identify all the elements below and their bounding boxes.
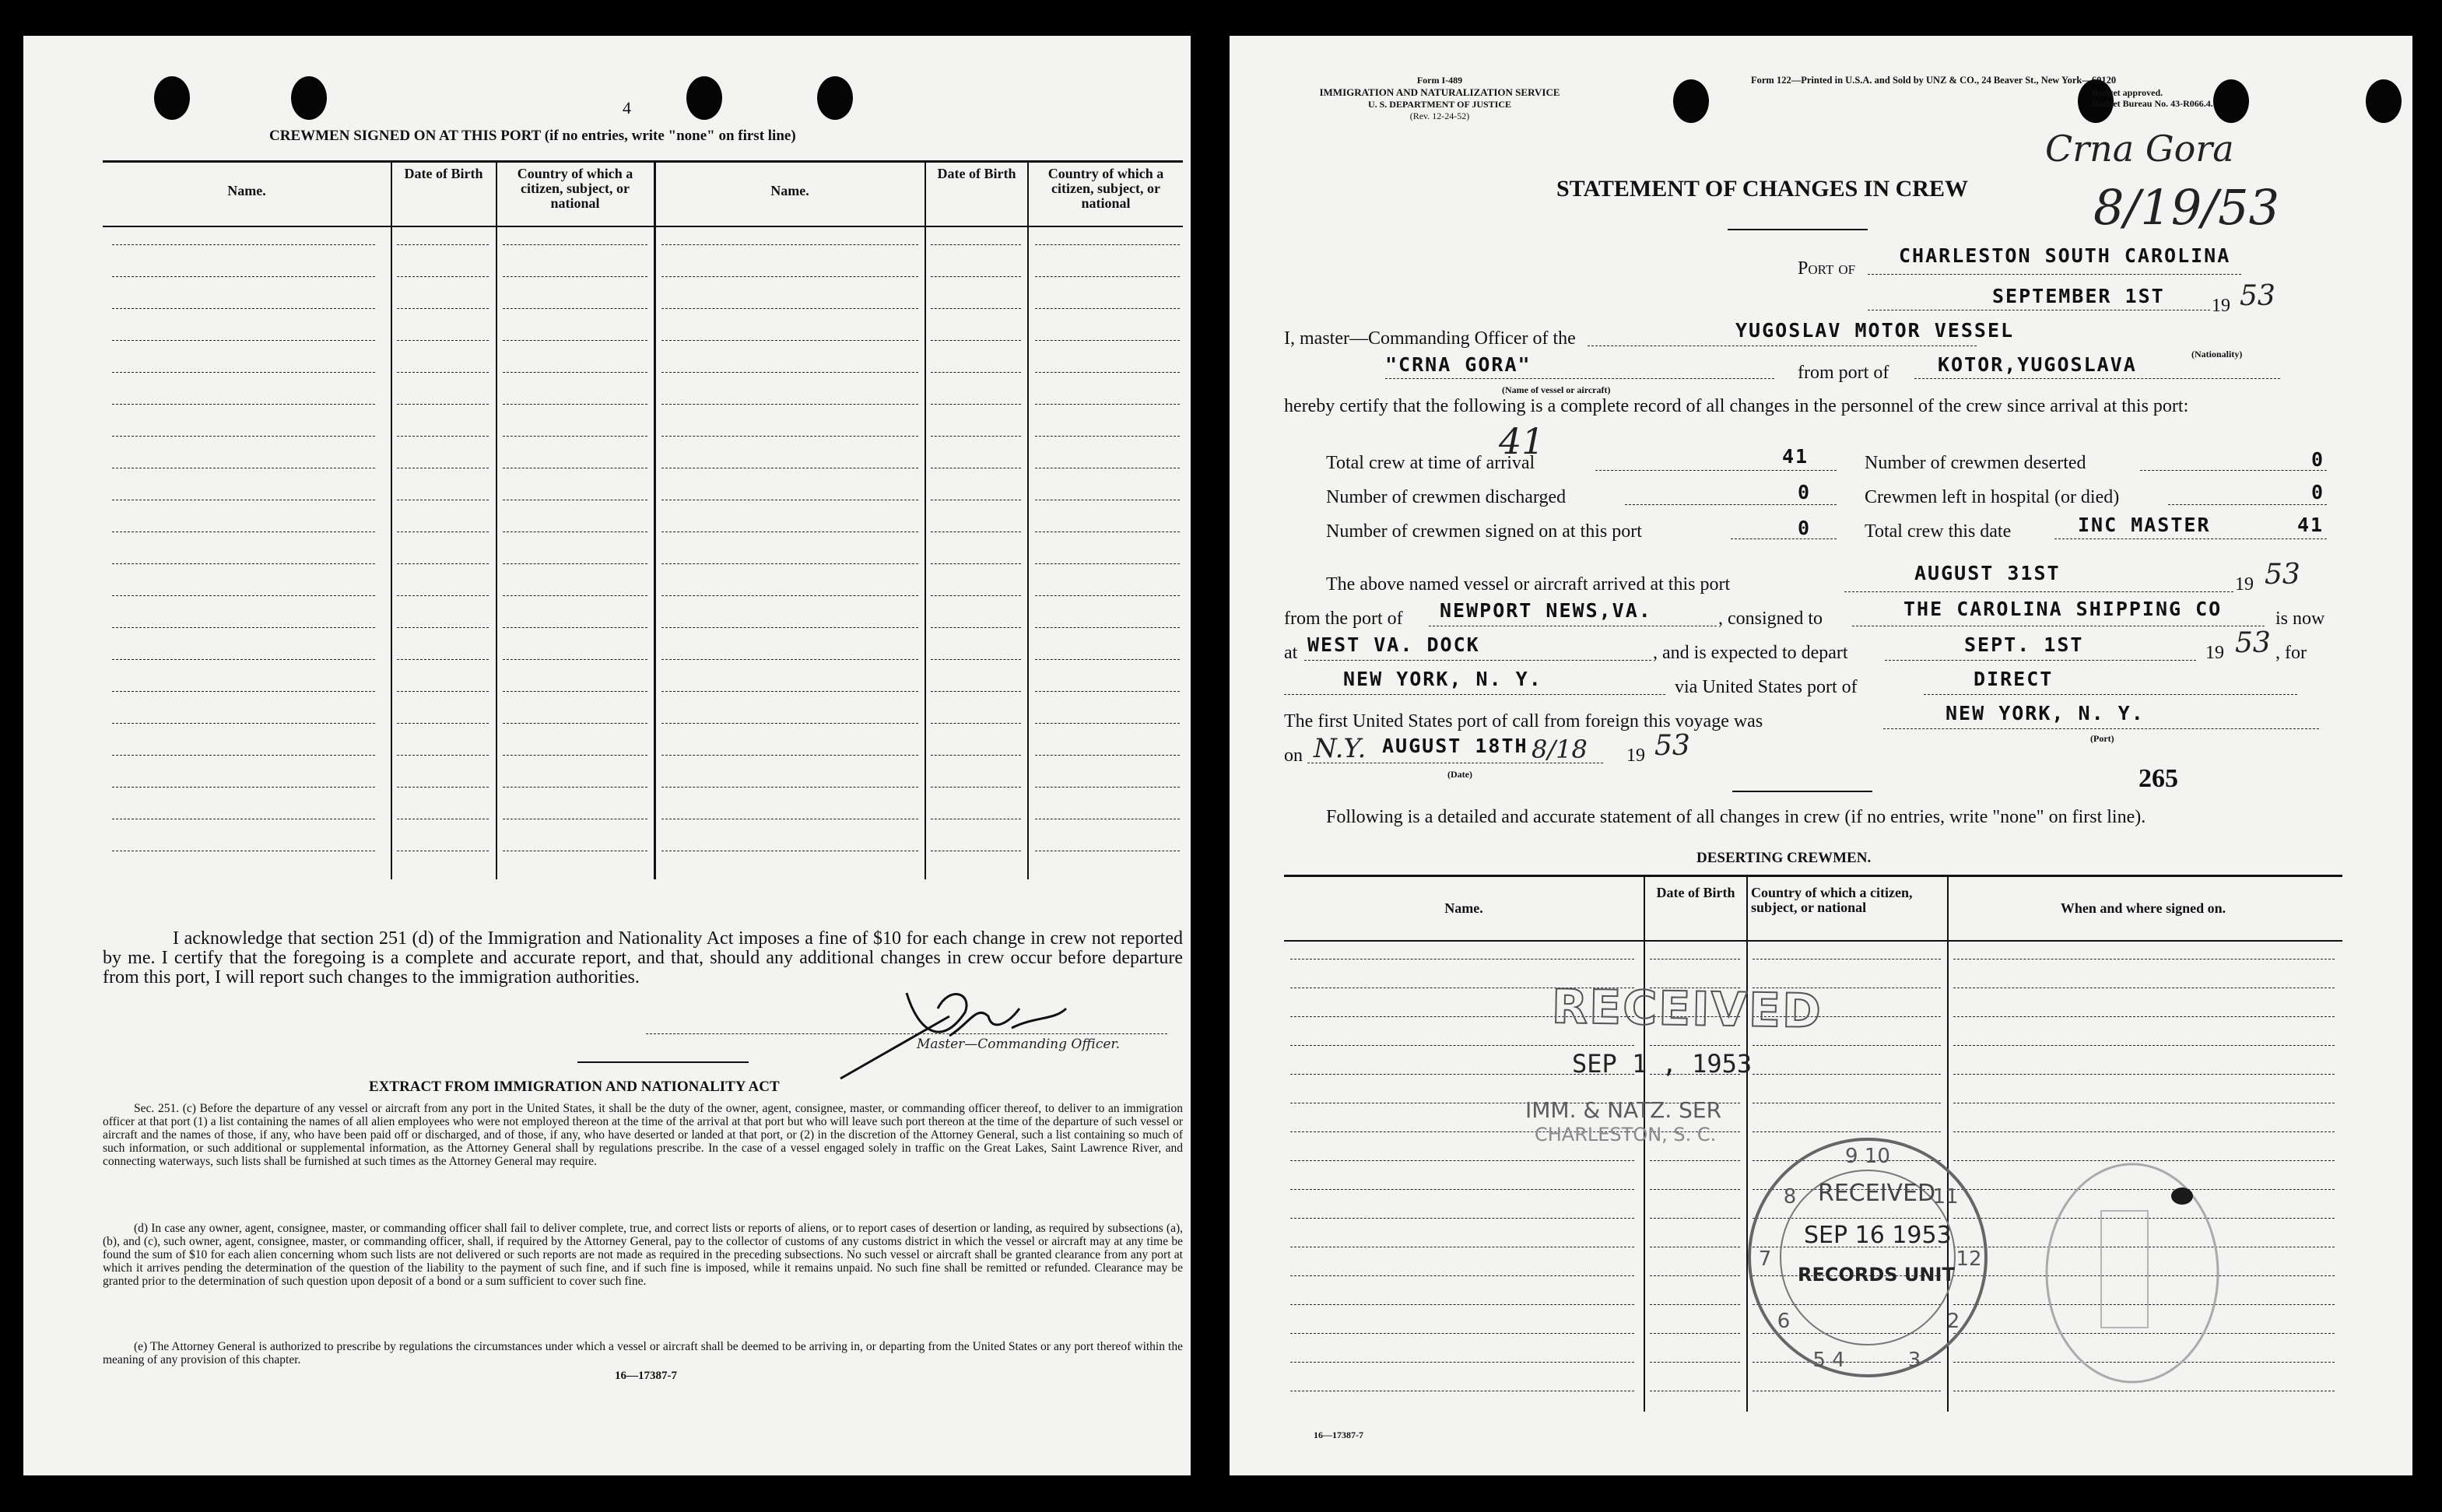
table-row-rule [931,595,1021,596]
table-row-rule [1650,1218,1740,1219]
table-row-rule [397,659,489,660]
svg-text:2: 2 [1946,1310,1960,1333]
table-row-rule [1035,691,1180,692]
table-row-rule [397,627,489,628]
table-row-rule [661,404,918,405]
table-row-rule [503,244,647,245]
received-stamp-office: IMM. & NATZ. SER [1525,1097,1722,1123]
left-page [23,36,1191,1475]
svg-text:5 4: 5 4 [1812,1349,1845,1372]
table-row-rule [1650,1275,1740,1276]
arrival-year-prefix: 19 [2235,574,2254,595]
punch-hole [1673,79,1709,123]
table-row-rule [661,691,918,692]
column-header-when-where: When and where signed on. [2060,900,2226,916]
table-row-rule [1650,1045,1740,1046]
right-page [1230,36,2412,1475]
table-row-rule [503,276,647,277]
svg-text:11: 11 [1932,1185,1959,1209]
table-row-rule [661,372,918,373]
is-now: is now [2275,609,2325,629]
table-row-rule [1035,276,1180,277]
column-header-birth: Date of Birth [404,166,483,181]
table-row-rule [1290,1045,1634,1046]
master-label: I, master—Commanding Officer of the [1284,328,1576,349]
total-arrival-value: 41 [1782,445,1809,468]
table-row-rule [503,340,647,341]
table-row-rule [1290,1333,1634,1334]
table-row-rule [661,755,918,756]
round-stamp-date: SEP 16 1953 [1804,1222,1952,1249]
arrival-label: The above named vessel or aircraft arrived at this port [1326,574,1731,595]
table-row-rule [397,595,489,596]
consigned-label: , consigned to [1718,609,1823,629]
on-year: 53 [1654,730,1690,762]
table-row-rule [931,659,1021,660]
column-header-birth: Date of Birth [937,166,1016,181]
table-row-rule [112,755,375,756]
punch-hole [686,76,722,120]
round-stamp-received: RECEIVED [1818,1180,1936,1207]
table-row-rule [1035,531,1180,532]
table-row-rule [112,436,375,437]
depart-value: SEPT. 1ST [1964,633,2084,656]
table-row-rule [503,531,647,532]
table-row-rule [661,436,918,437]
port-label: Port of [1798,258,1856,279]
table-row-rule [112,659,375,660]
master-signature [833,962,1160,1086]
table-row-rule [661,531,918,532]
punch-hole [2366,79,2402,123]
on-year-prefix: 19 [1626,745,1645,766]
records-unit-round-stamp [1743,1133,1992,1382]
svg-text:3: 3 [1907,1349,1921,1372]
table-row-rule [1753,1131,1941,1132]
handwritten-vessel-note: Crna Gora [2045,128,2234,170]
on-value: AUGUST 18TH [1382,735,1528,757]
printer-line: Form 122—Printed in U.S.A. and Sold by UNZ & CO., 24 Beaver St., New York—60120 [1751,75,2117,86]
table-row-rule [112,372,375,373]
hospital-value: 0 [2311,481,2325,503]
total-arrival-label: Total crew at time of arrival [1326,453,1535,473]
table-row-rule [503,308,647,309]
table-row-rule [1290,1304,1634,1305]
table-row-rule [112,276,375,277]
column-header-country: Country of which a citizen, subject, or national [517,166,633,211]
table-row-rule [661,723,918,724]
budget-approved: Budget approved. [2092,87,2163,98]
table-row-rule [931,723,1021,724]
table-row-rule [661,308,918,309]
table-row-rule [397,244,489,245]
table-row-rule [1035,308,1180,309]
nationality-caption: (Nationality) [2191,349,2243,360]
table-row-rule [397,276,489,277]
table-row-rule [503,563,647,564]
deserted-value: 0 [2311,448,2325,471]
discharged-label: Number of crewmen discharged [1326,487,1567,507]
table-row-rule [1650,1362,1740,1363]
table-row-rule [1290,1160,1634,1161]
table-row-rule [1753,1045,1941,1046]
form-id-block: Form I-489 IMMIGRATION AND NATURALIZATION SERVICE U. S. DEPARTMENT OF JUSTICE (Rev. 12-24-52) [1319,75,1560,121]
table-row-rule [112,308,375,309]
deserting-heading: DESERTING CREWMEN. [1696,850,1872,866]
table-row-rule [503,372,647,373]
form-code: 16—17387-7 [615,1370,677,1382]
table-row-rule [1035,755,1180,756]
table-row-rule [931,276,1021,277]
table-row-rule [112,787,375,788]
depart-year-prefix: 19 [2205,643,2224,663]
table-row-rule [1035,659,1180,660]
port-caption: (Port) [2090,733,2114,744]
table-row-rule [931,436,1021,437]
table-row-rule [1290,1218,1634,1219]
from-the-port-value: NEWPORT NEWS,VA. [1440,599,1652,622]
arrival-date: AUGUST 31ST [1914,562,2061,584]
form-code: 16—17387-7 [1314,1430,1363,1440]
punch-hole [291,76,327,120]
at-label: at [1284,643,1298,663]
form-title: STATEMENT OF CHANGES IN CREW [1556,176,1968,202]
for-label: , for [2275,643,2307,663]
table-row-rule [1035,563,1180,564]
total-date-label: Total crew this date [1865,521,2012,542]
signed-on-heading: CREWMEN SIGNED ON AT THIS PORT (if no entries, write "none" on first line) [269,128,796,144]
table-row-rule [1035,340,1180,341]
table-row-rule [1035,787,1180,788]
table-row-rule [503,691,647,692]
vessel-name: "CRNA GORA" [1385,353,1532,376]
table-row-rule [1035,436,1180,437]
table-row-rule [931,755,1021,756]
table-row-rule [397,723,489,724]
table-row-rule [661,595,918,596]
table-row-rule [1650,1160,1740,1161]
following-text: Following is a detailed and accurate statement of all changes in crew (if no entries, write "none" on first line). [1326,807,2146,827]
for-value: NEW YORK, N. Y. [1343,668,1542,690]
signed-on-label: Number of crewmen signed on at this port [1326,521,1642,542]
table-row-rule [397,563,489,564]
received-stamp-date: SEP 1 , 1953 [1572,1049,1753,1079]
table-row-rule [503,627,647,628]
crewmen-signed-on-table [103,160,1183,923]
table-row-rule [931,404,1021,405]
table-row-rule [1953,1045,2335,1046]
table-row-rule [397,404,489,405]
table-row-rule [931,308,1021,309]
via-value: DIRECT [1974,668,2054,690]
table-row-rule [1650,1304,1740,1305]
table-row-rule [503,595,647,596]
table-row-rule [1953,1074,2335,1075]
signature-caption: Master—Commanding Officer. [917,1037,1121,1052]
table-row-rule [931,563,1021,564]
table-row-rule [397,372,489,373]
table-row-rule [661,563,918,564]
punch-hole [2213,79,2249,123]
table-row-rule [397,436,489,437]
table-row-rule [503,723,647,724]
total-arrival-handwritten: 41 [1499,420,1545,462]
column-header-country: Country of which a citizen, subject, or national [1751,885,1913,915]
table-row-rule [1035,372,1180,373]
table-row-rule [1290,1362,1634,1363]
column-header-name: Name. [227,183,266,198]
budget-bureau: Budget Bureau No. 43-R066.4. [2092,98,2213,109]
table-row-rule [1650,1333,1740,1334]
table-row-rule [1650,1189,1740,1190]
report-year: 53 [2240,280,2275,312]
discharged-value: 0 [1798,481,1812,503]
table-row-rule [1290,1275,1634,1276]
table-row-rule [112,627,375,628]
extract-section-e: (e) The Attorney General is authorized to prescribe by regulations the circumstances under which a vessel or aircraft shall be deemed to be arriving in, or departing from the United States or any port thereof within the meaning of any provision of this chapter. [103,1340,1183,1366]
on-label: on [1284,745,1303,766]
table-row-rule [503,659,647,660]
table-row-rule [112,563,375,564]
total-date-value: 41 [2297,514,2324,536]
from-the-port-label: from the port of [1284,609,1403,629]
extract-section-c: Sec. 251. (c) Before the departure of any vessel or aircraft from any port in the United States, it shall be the duty of the owner, agent, consignee, master, or commanding officer thereof, to deliver to an immigration officer at that port (1) a list containing the names of all alien employees who were not employed thereon at the time of the arrival at that port but who will leave such port thereon at the time of the departure of such vessel or aircraft and the names of those, if any, who have been paid off or discharged, and of those, if any, who have deserted or landed at that port, or (2) in the discretion of the Attorney General, such a list containing so much of such information, or such additional or supplemental information, as the Attorney General shall by regulations prescribe. In the case of a vessel engaged solely in traffic on the Great Lakes, Saint Lawrence River, and connecting waterways, such lists shall be furnished at such times as the Attorney General may require. [103,1102,1183,1168]
date-caption: (Date) [1447,769,1472,780]
table-row-rule [661,244,918,245]
table-row-rule [503,787,647,788]
table-row-rule [112,723,375,724]
table-row-rule [1035,627,1180,628]
vessel-type: YUGOSLAV MOTOR VESSEL [1735,319,2015,342]
column-header-name: Name. [770,183,809,198]
deserted-label: Number of crewmen deserted [1865,453,2086,473]
on-handwritten: N.Y. [1314,733,1367,764]
punch-hole [817,76,853,120]
faint-stamp [2039,1156,2226,1390]
depart-year: 53 [2235,627,2271,659]
table-row-rule [661,659,918,660]
svg-text:12: 12 [1956,1247,1982,1271]
column-header-birth: Date of Birth [1656,885,1735,900]
table-row-rule [1953,1131,2335,1132]
table-row-rule [112,691,375,692]
table-row-rule [503,755,647,756]
table-row-rule [112,244,375,245]
table-row-rule [661,627,918,628]
depart-label: , and is expected to depart [1653,643,1848,663]
acknowledgement-text: I acknowledge that section 251 (d) of the Immigration and Nationality Act imposes a fine of $10 for each change in crew not reported by me. I certify that the foregoing is a complete and accurate report, and that, should any additional changes in crew occur before departure from this port, I will report such changes to the immigration authorities. [103,928,1183,988]
table-row-rule [661,787,918,788]
table-row-rule [1035,723,1180,724]
svg-text:9 10: 9 10 [1845,1145,1890,1168]
at-value: WEST VA. DOCK [1307,633,1480,656]
punch-hole [154,76,190,120]
column-header-country: Country of which a citizen, subject, or national [1047,166,1164,211]
port-value: CHARLESTON SOUTH CAROLINA [1899,244,2231,267]
table-row-rule [931,244,1021,245]
table-row-rule [397,691,489,692]
page-number: 4 [623,98,631,118]
on-handwritten-date: 8/18 [1532,735,1588,764]
extract-title: EXTRACT FROM IMMIGRATION AND NATIONALITY ACT [369,1079,780,1095]
table-row-rule [931,787,1021,788]
table-row-rule [503,436,647,437]
year-prefix: 19 [2212,296,2230,316]
table-row-rule [1753,1074,1941,1075]
svg-text:7: 7 [1758,1247,1772,1271]
table-row-rule [1035,595,1180,596]
table-row-rule [661,276,918,277]
table-row-rule [112,340,375,341]
table-row-rule [1953,1016,2335,1017]
via-label: via United States port of [1675,677,1858,697]
consigned-value: THE CAROLINA SHIPPING CO [1903,598,2223,620]
from-port-label: from port of [1798,363,1889,383]
table-row-rule [931,372,1021,373]
table-row-rule [1035,244,1180,245]
table-row-rule [931,627,1021,628]
certify-text: hereby certify that the following is a complete record of all changes in the personnel of the crew since arrival at this port: [1284,396,2189,416]
table-row-rule [112,595,375,596]
table-row-rule [503,404,647,405]
table-row-rule [397,308,489,309]
received-stamp-city: CHARLESTON, S. C. [1535,1124,1717,1145]
table-row-rule [1035,404,1180,405]
table-row-rule [1290,1189,1634,1190]
hospital-label: Crewmen left in hospital (or died) [1865,487,2120,507]
column-header-name: Name. [1444,900,1483,916]
table-row-rule [112,404,375,405]
extract-section-d: (d) In case any owner, agent, consignee, master, or commanding officer shall fail to deliver complete, true, and correct lists or reports of aliens, or to report cases of desertion or landing, as required by subsections (a), (b), and (c), such owner, agent, consignee, master, or commanding officer, shall, if required by the Attorney General, pay to the collector of customs of any customs district in which the vessel or aircraft may at any time be found the sum of $10 for each alien concerning whom such lists are not delivered or such reports are not made as required in the preceding subsections. No such vessel or aircraft shall be granted clearance from any port at which it arrives pending the determination of the question of the liability to the payment of such fine, and if such fine is imposed, while it remains unpaid. No such fine shall be remitted or refunded. Clearance may be granted prior to the determination of such question upon deposit of a bond or a sum sufficient to cover such fine. [103,1222,1183,1288]
total-date-note: INC MASTER [2078,514,2211,536]
first-port-label: The first United States port of call from foreign this voyage was [1284,711,1763,731]
svg-text:8: 8 [1783,1185,1797,1209]
table-row-rule [931,691,1021,692]
from-port-value: KOTOR,YUGOSLAVA [1938,353,2137,376]
svg-text:6: 6 [1777,1310,1791,1333]
table-row-rule [397,787,489,788]
table-row-rule [112,531,375,532]
round-stamp-unit: RECORDS UNIT [1798,1264,1955,1286]
first-port-value: NEW YORK, N. Y. [1946,702,2145,724]
received-stamp: RECEIVED [1551,979,1823,1040]
table-row-rule [397,755,489,756]
report-date: SEPTEMBER 1ST [1992,285,2165,307]
vessel-caption: (Name of vessel or aircraft) [1502,384,1611,395]
signed-on-value: 0 [1798,517,1812,539]
table-row-rule [661,340,918,341]
ink-blot [2171,1187,2193,1205]
table-row-rule [397,531,489,532]
table-row-rule [931,531,1021,532]
form-number-265: 265 [2139,764,2178,793]
arrival-year: 53 [2265,559,2300,591]
table-row-rule [397,340,489,341]
table-row-rule [931,340,1021,341]
handwritten-date-note: 8/19/53 [2093,179,2280,236]
